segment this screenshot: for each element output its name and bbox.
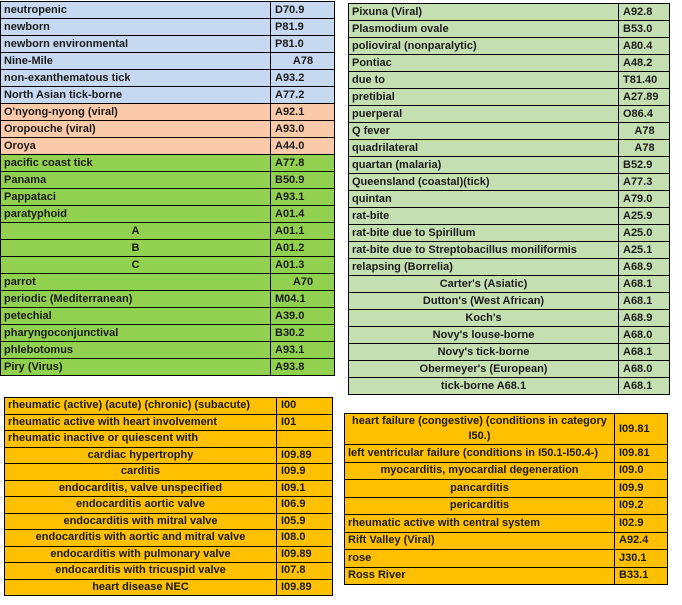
- icd-code: A77.3: [619, 174, 670, 191]
- icd-code: B52.9: [619, 157, 670, 174]
- table-row: [349, 72, 670, 89]
- icd-code: A25.9: [619, 208, 670, 225]
- table-row: [349, 293, 670, 310]
- condition-label: polioviral (nonparalytic): [349, 38, 619, 55]
- icd-code: A80.4: [619, 38, 670, 55]
- table-row: [1, 206, 335, 223]
- table-row: [1, 359, 335, 376]
- icd-code: A79.0: [619, 191, 670, 208]
- table-row: [345, 497, 668, 515]
- icd-code: B50.9: [271, 172, 335, 189]
- table-row: [349, 361, 670, 378]
- table-row: [349, 276, 670, 293]
- condition-label: endocarditis aortic valve: [5, 497, 277, 514]
- table-top-left: [0, 1, 335, 376]
- icd-code: A01.4: [271, 206, 335, 223]
- icd-code: I09.2: [615, 497, 668, 515]
- condition-label: puerperal: [349, 106, 619, 123]
- icd-code: A93.8: [271, 359, 335, 376]
- condition-label: Queensland (coastal)(tick): [349, 174, 619, 191]
- table-row: [1, 172, 335, 189]
- condition-label: Ross River: [345, 567, 615, 585]
- condition-label: pancarditis: [345, 480, 615, 498]
- icd-code: A27.89: [619, 89, 670, 106]
- table-row: [349, 191, 670, 208]
- icd-code: A92.8: [619, 4, 670, 21]
- table-body: [349, 4, 670, 395]
- condition-label: Rift Valley (Viral): [345, 532, 615, 550]
- table-row: [345, 445, 668, 463]
- table-row: [5, 464, 333, 481]
- condition-label: B: [1, 240, 271, 257]
- condition-label: tick-borne A68.1: [349, 378, 619, 395]
- table-row: [349, 21, 670, 38]
- table-row: [349, 140, 670, 157]
- table-row: [1, 2, 335, 19]
- condition-label: myocarditis, myocardial degeneration: [345, 462, 615, 480]
- condition-label: rheumatic active with heart involvement: [5, 414, 277, 431]
- condition-label: relapsing (Borrelia): [349, 259, 619, 276]
- condition-label: O'nyong-nyong (viral): [1, 104, 271, 121]
- condition-label: rat-bite: [349, 208, 619, 225]
- table-row: [349, 327, 670, 344]
- icd-code: I09.9: [277, 464, 333, 481]
- condition-label: pharyngoconjunctival: [1, 325, 271, 342]
- table-row: [349, 242, 670, 259]
- table-row: [5, 497, 333, 514]
- condition-label: Pontiac: [349, 55, 619, 72]
- icd-code: D70.9: [271, 2, 335, 19]
- table-row: [1, 36, 335, 53]
- condition-label: endocarditis, valve unspecified: [5, 480, 277, 497]
- table-row: [349, 208, 670, 225]
- icd-code: A92.4: [615, 532, 668, 550]
- icd-code: A93.2: [271, 70, 335, 87]
- table-row: [1, 19, 335, 36]
- icd-code: I05.9: [277, 513, 333, 530]
- condition-label: Piry (Virus): [1, 359, 271, 376]
- condition-label: pretibial: [349, 89, 619, 106]
- table-row: [1, 189, 335, 206]
- condition-label: parrot: [1, 274, 271, 291]
- table-body: [345, 414, 668, 585]
- condition-label: C: [1, 257, 271, 274]
- icd-code: A25.1: [619, 242, 670, 259]
- icd-code: B33.1: [615, 567, 668, 585]
- condition-label: newborn: [1, 19, 271, 36]
- icd-code: A68.0: [619, 361, 670, 378]
- condition-label: Obermeyer's (European): [349, 361, 619, 378]
- table-row: [349, 89, 670, 106]
- icd-code: A25.0: [619, 225, 670, 242]
- icd-code: I09.81: [615, 445, 668, 463]
- table-row: [1, 223, 335, 240]
- table-row: [1, 274, 335, 291]
- icd-code: A68.1: [619, 293, 670, 310]
- icd-code: I02.9: [615, 515, 668, 533]
- table-row: [345, 414, 668, 445]
- icd-code: O86.4: [619, 106, 670, 123]
- icd-code: B53.0: [619, 21, 670, 38]
- icd-code: I09.81: [615, 414, 668, 445]
- condition-label: quartan (malaria): [349, 157, 619, 174]
- icd-code: A93.1: [271, 342, 335, 359]
- condition-label: pericarditis: [345, 497, 615, 515]
- icd-code: A68.0: [619, 327, 670, 344]
- icd-code: A39.0: [271, 308, 335, 325]
- table-row: [349, 123, 670, 140]
- table-row: [5, 480, 333, 497]
- icd-code: I09.9: [615, 480, 668, 498]
- icd-code: A92.1: [271, 104, 335, 121]
- table-row: [1, 70, 335, 87]
- icd-code: I09.1: [277, 480, 333, 497]
- table-body: [1, 2, 335, 376]
- icd-code: A93.1: [271, 189, 335, 206]
- icd-code: I09.89: [277, 546, 333, 563]
- icd-code: [277, 431, 333, 448]
- condition-label: Novy's tick-borne: [349, 344, 619, 361]
- icd-code: A68.9: [619, 310, 670, 327]
- icd-code: A68.9: [619, 259, 670, 276]
- condition-label: quadrilateral: [349, 140, 619, 157]
- table-row: [1, 257, 335, 274]
- icd-code: A01.3: [271, 257, 335, 274]
- table-row: [349, 38, 670, 55]
- table-row: [349, 259, 670, 276]
- icd-code: A78: [619, 123, 670, 140]
- condition-label: pacific coast tick: [1, 155, 271, 172]
- condition-label: paratyphoid: [1, 206, 271, 223]
- table-row: [349, 310, 670, 327]
- condition-label: rheumatic active with central system: [345, 515, 615, 533]
- condition-label: Nine-Mile: [1, 53, 271, 70]
- table-row: [5, 563, 333, 580]
- icd-code: I06.9: [277, 497, 333, 514]
- condition-label: cardiac hypertrophy: [5, 447, 277, 464]
- condition-label: endocarditis with aortic and mitral valve: [5, 530, 277, 547]
- table-row: [345, 567, 668, 585]
- icd-code: A01.1: [271, 223, 335, 240]
- table-row: [349, 106, 670, 123]
- icd-code: I09.89: [277, 447, 333, 464]
- icd-code: A93.0: [271, 121, 335, 138]
- icd-code: A77.2: [271, 87, 335, 104]
- condition-label: neutropenic: [1, 2, 271, 19]
- condition-label: Dutton's (West African): [349, 293, 619, 310]
- table-row: [1, 104, 335, 121]
- condition-label: rose: [345, 550, 615, 568]
- table-row: [1, 325, 335, 342]
- condition-label: endocarditis with tricuspid valve: [5, 563, 277, 580]
- icd-code: A68.1: [619, 378, 670, 395]
- condition-label: rat-bite due to Streptobacillus moniliformis: [349, 242, 619, 259]
- icd-code: A68.1: [619, 276, 670, 293]
- condition-label: rat-bite due to Spirillum: [349, 225, 619, 242]
- table-bottom-left: [4, 397, 333, 596]
- table-row: [345, 550, 668, 568]
- icd-code: A78: [271, 53, 335, 70]
- condition-label: Q fever: [349, 123, 619, 140]
- table-row: [349, 174, 670, 191]
- table-row: [349, 225, 670, 242]
- table-row: [5, 546, 333, 563]
- table-body: [5, 398, 333, 596]
- table-row: [349, 157, 670, 174]
- icd-code: I08.0: [277, 530, 333, 547]
- condition-label: left ventricular failure (conditions in I50.1-I50.4-): [345, 445, 615, 463]
- condition-label: Panama: [1, 172, 271, 189]
- icd-code: I01: [277, 414, 333, 431]
- condition-label: due to: [349, 72, 619, 89]
- table-row: [349, 344, 670, 361]
- condition-label: A: [1, 223, 271, 240]
- icd-code: A70: [271, 274, 335, 291]
- table-row: [349, 55, 670, 72]
- condition-label: rheumatic (active) (acute) (chronic) (subacute): [5, 398, 277, 415]
- condition-label: Plasmodium ovale: [349, 21, 619, 38]
- table-row: [1, 87, 335, 104]
- table-row: [5, 414, 333, 431]
- condition-label: phlebotomus: [1, 342, 271, 359]
- icd-code: A48.2: [619, 55, 670, 72]
- condition-label: petechial: [1, 308, 271, 325]
- table-row: [1, 138, 335, 155]
- icd-code: I00: [277, 398, 333, 415]
- icd-code: M04.1: [271, 291, 335, 308]
- condition-label: Oroya: [1, 138, 271, 155]
- icd-code: I09.0: [615, 462, 668, 480]
- table-row: [1, 155, 335, 172]
- condition-label: endocarditis with pulmonary valve: [5, 546, 277, 563]
- icd-code: A77.8: [271, 155, 335, 172]
- table-row: [345, 480, 668, 498]
- icd-code: J30.1: [615, 550, 668, 568]
- icd-code: B30.2: [271, 325, 335, 342]
- table-row: [5, 447, 333, 464]
- table-top-right: [348, 3, 670, 395]
- condition-label: Pappataci: [1, 189, 271, 206]
- icd-code: I07.8: [277, 563, 333, 580]
- icd-code: A78: [619, 140, 670, 157]
- table-row: [345, 532, 668, 550]
- icd-code: I09.89: [277, 579, 333, 596]
- condition-label: endocarditis with mitral valve: [5, 513, 277, 530]
- icd-code: A68.1: [619, 344, 670, 361]
- condition-label: carditis: [5, 464, 277, 481]
- condition-label: North Asian tick-borne: [1, 87, 271, 104]
- condition-label: Koch's: [349, 310, 619, 327]
- icd-code: P81.9: [271, 19, 335, 36]
- condition-label: heart failure (congestive) (conditions in category I50.): [345, 414, 615, 445]
- condition-label: Oropouche (viral): [1, 121, 271, 138]
- table-row: [1, 291, 335, 308]
- table-row: [1, 240, 335, 257]
- table-row: [5, 513, 333, 530]
- table-row: [5, 579, 333, 596]
- condition-label: newborn environmental: [1, 36, 271, 53]
- condition-label: Novy's louse-borne: [349, 327, 619, 344]
- table-row: [1, 342, 335, 359]
- table-row: [1, 121, 335, 138]
- condition-label: periodic (Mediterranean): [1, 291, 271, 308]
- table-row: [5, 431, 333, 448]
- table-row: [5, 530, 333, 547]
- condition-label: Pixuna (Viral): [349, 4, 619, 21]
- condition-label: non-exanthematous tick: [1, 70, 271, 87]
- icd-code: P81.0: [271, 36, 335, 53]
- icd-code: T81.40: [619, 72, 670, 89]
- icd-code: A44.0: [271, 138, 335, 155]
- condition-label: rheumatic inactive or quiescent with: [5, 431, 277, 448]
- table-row: [1, 53, 335, 70]
- table-row: [345, 462, 668, 480]
- table-row: [345, 515, 668, 533]
- condition-label: heart disease NEC: [5, 579, 277, 596]
- condition-label: Carter's (Asiatic): [349, 276, 619, 293]
- table-row: [349, 378, 670, 395]
- table-row: [349, 4, 670, 21]
- icd-code: A01.2: [271, 240, 335, 257]
- table-row: [5, 398, 333, 415]
- condition-label: quintan: [349, 191, 619, 208]
- table-row: [1, 308, 335, 325]
- table-bottom-right: [344, 413, 668, 585]
